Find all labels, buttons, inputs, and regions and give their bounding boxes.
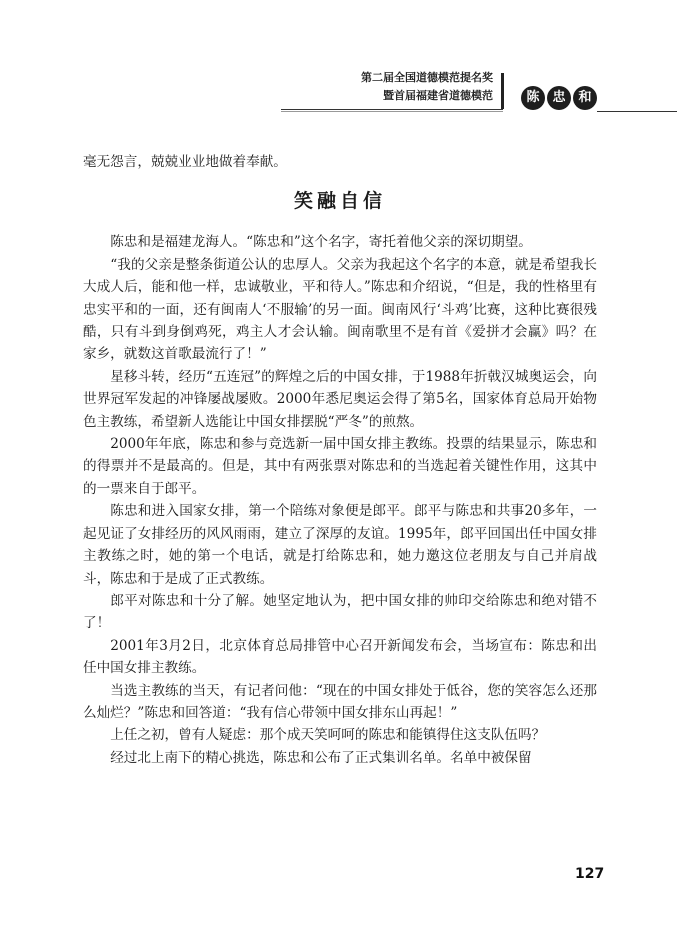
header-series-line1: 第二届全国道德模范提名奖 [361, 71, 493, 84]
header-rule-thin [281, 111, 503, 112]
name-seal-1: 陈 [521, 86, 545, 110]
paragraph: 2001年3月2日，北京体育总局排管中心召开新闻发布会，当场宣布：陈忠和出任中国女排主教练。 [83, 637, 597, 677]
header-vertical-bar [501, 73, 504, 109]
page-number: 127 [575, 866, 605, 882]
header-name-seals [521, 86, 597, 110]
paragraph: 陈忠和是福建龙海人。“陈忠和”这个名字，寄托着他父亲的深切期望。 [110, 234, 532, 251]
header-series-line2: 暨首届福建省道德模范 [383, 89, 493, 102]
body-text [83, 151, 597, 769]
paragraph: 郎平对陈忠和十分了解。她坚定地认为，把中国女排的帅印交给陈忠和绝对错不了！ [83, 592, 597, 632]
header-series-title [355, 69, 493, 105]
paragraph: 星移斗转，经历“五连冠”的辉煌之后的中国女排，于1988年折戟汉城奥运会，向世界冠军发起的冲锋屡战屡败。2000年悉尼奥运会得了第5名，国家体育总局开始物色主教练，希望新人选能让中国女排摆脱“严冬”的煎熬。 [83, 368, 597, 430]
header-rule [281, 109, 503, 110]
name-seal-2: 忠 [547, 86, 571, 110]
name-seal-3: 和 [573, 86, 597, 110]
paragraph: 上任之初，曾有人疑虑：那个成天笑呵呵的陈忠和能镇得住这支队伍吗？ [110, 727, 546, 744]
paragraph: “我的父亲是整条街道公认的忠厚人。父亲为我起这个名字的本意，就是希望我长大成人后，能和他一样，忠诚敬业，平和待人。”陈忠和介绍说，“但是，我的性格里有忠实平和的一面，还有闽南人‘不服输’的另一面。闽南风行‘斗鸡’比赛，这种比赛很残酷，只有斗到身倒鸡死，鸡主人才会认输。闽南歌里不是有首《爱拼才会赢》吗？在家乡，就数这首歌最流行了！” [83, 256, 597, 363]
section-title: 笑融自信 [293, 190, 386, 213]
paragraph: 陈忠和进入国家女排，第一个陪练对象便是郎平。郎平与陈忠和共事20多年，一起见证了女排经历的风风雨雨，建立了深厚的友谊。1995年，郎平回国出任中国女排主教练之时，她的第一个电话，就是打给陈忠和，她力邀这位老朋友与自己并肩战斗，陈忠和于是成了正式教练。 [83, 503, 597, 587]
header-rule-right [597, 111, 677, 112]
opening-line: 毫无怨言，兢兢业业地做着奉献。 [83, 154, 287, 170]
paragraph: 2000年年底，陈忠和参与竞选新一届中国女排主教练。投票的结果显示，陈忠和的得票并不是最高的。但是，其中有两张票对陈忠和的当选起着关键性作用，这其中的一票来自于郎平。 [83, 436, 597, 497]
paragraph: 当选主教练的当天，有记者问他：“现在的中国女排处于低谷，您的笑容怎么还那么灿烂？”陈忠和回答道：“我有信心带领中国女排东山再起！” [83, 682, 597, 721]
paragraph: 经过北上南下的精心挑选，陈忠和公布了正式集训名单。名单中被保留 [110, 749, 532, 766]
